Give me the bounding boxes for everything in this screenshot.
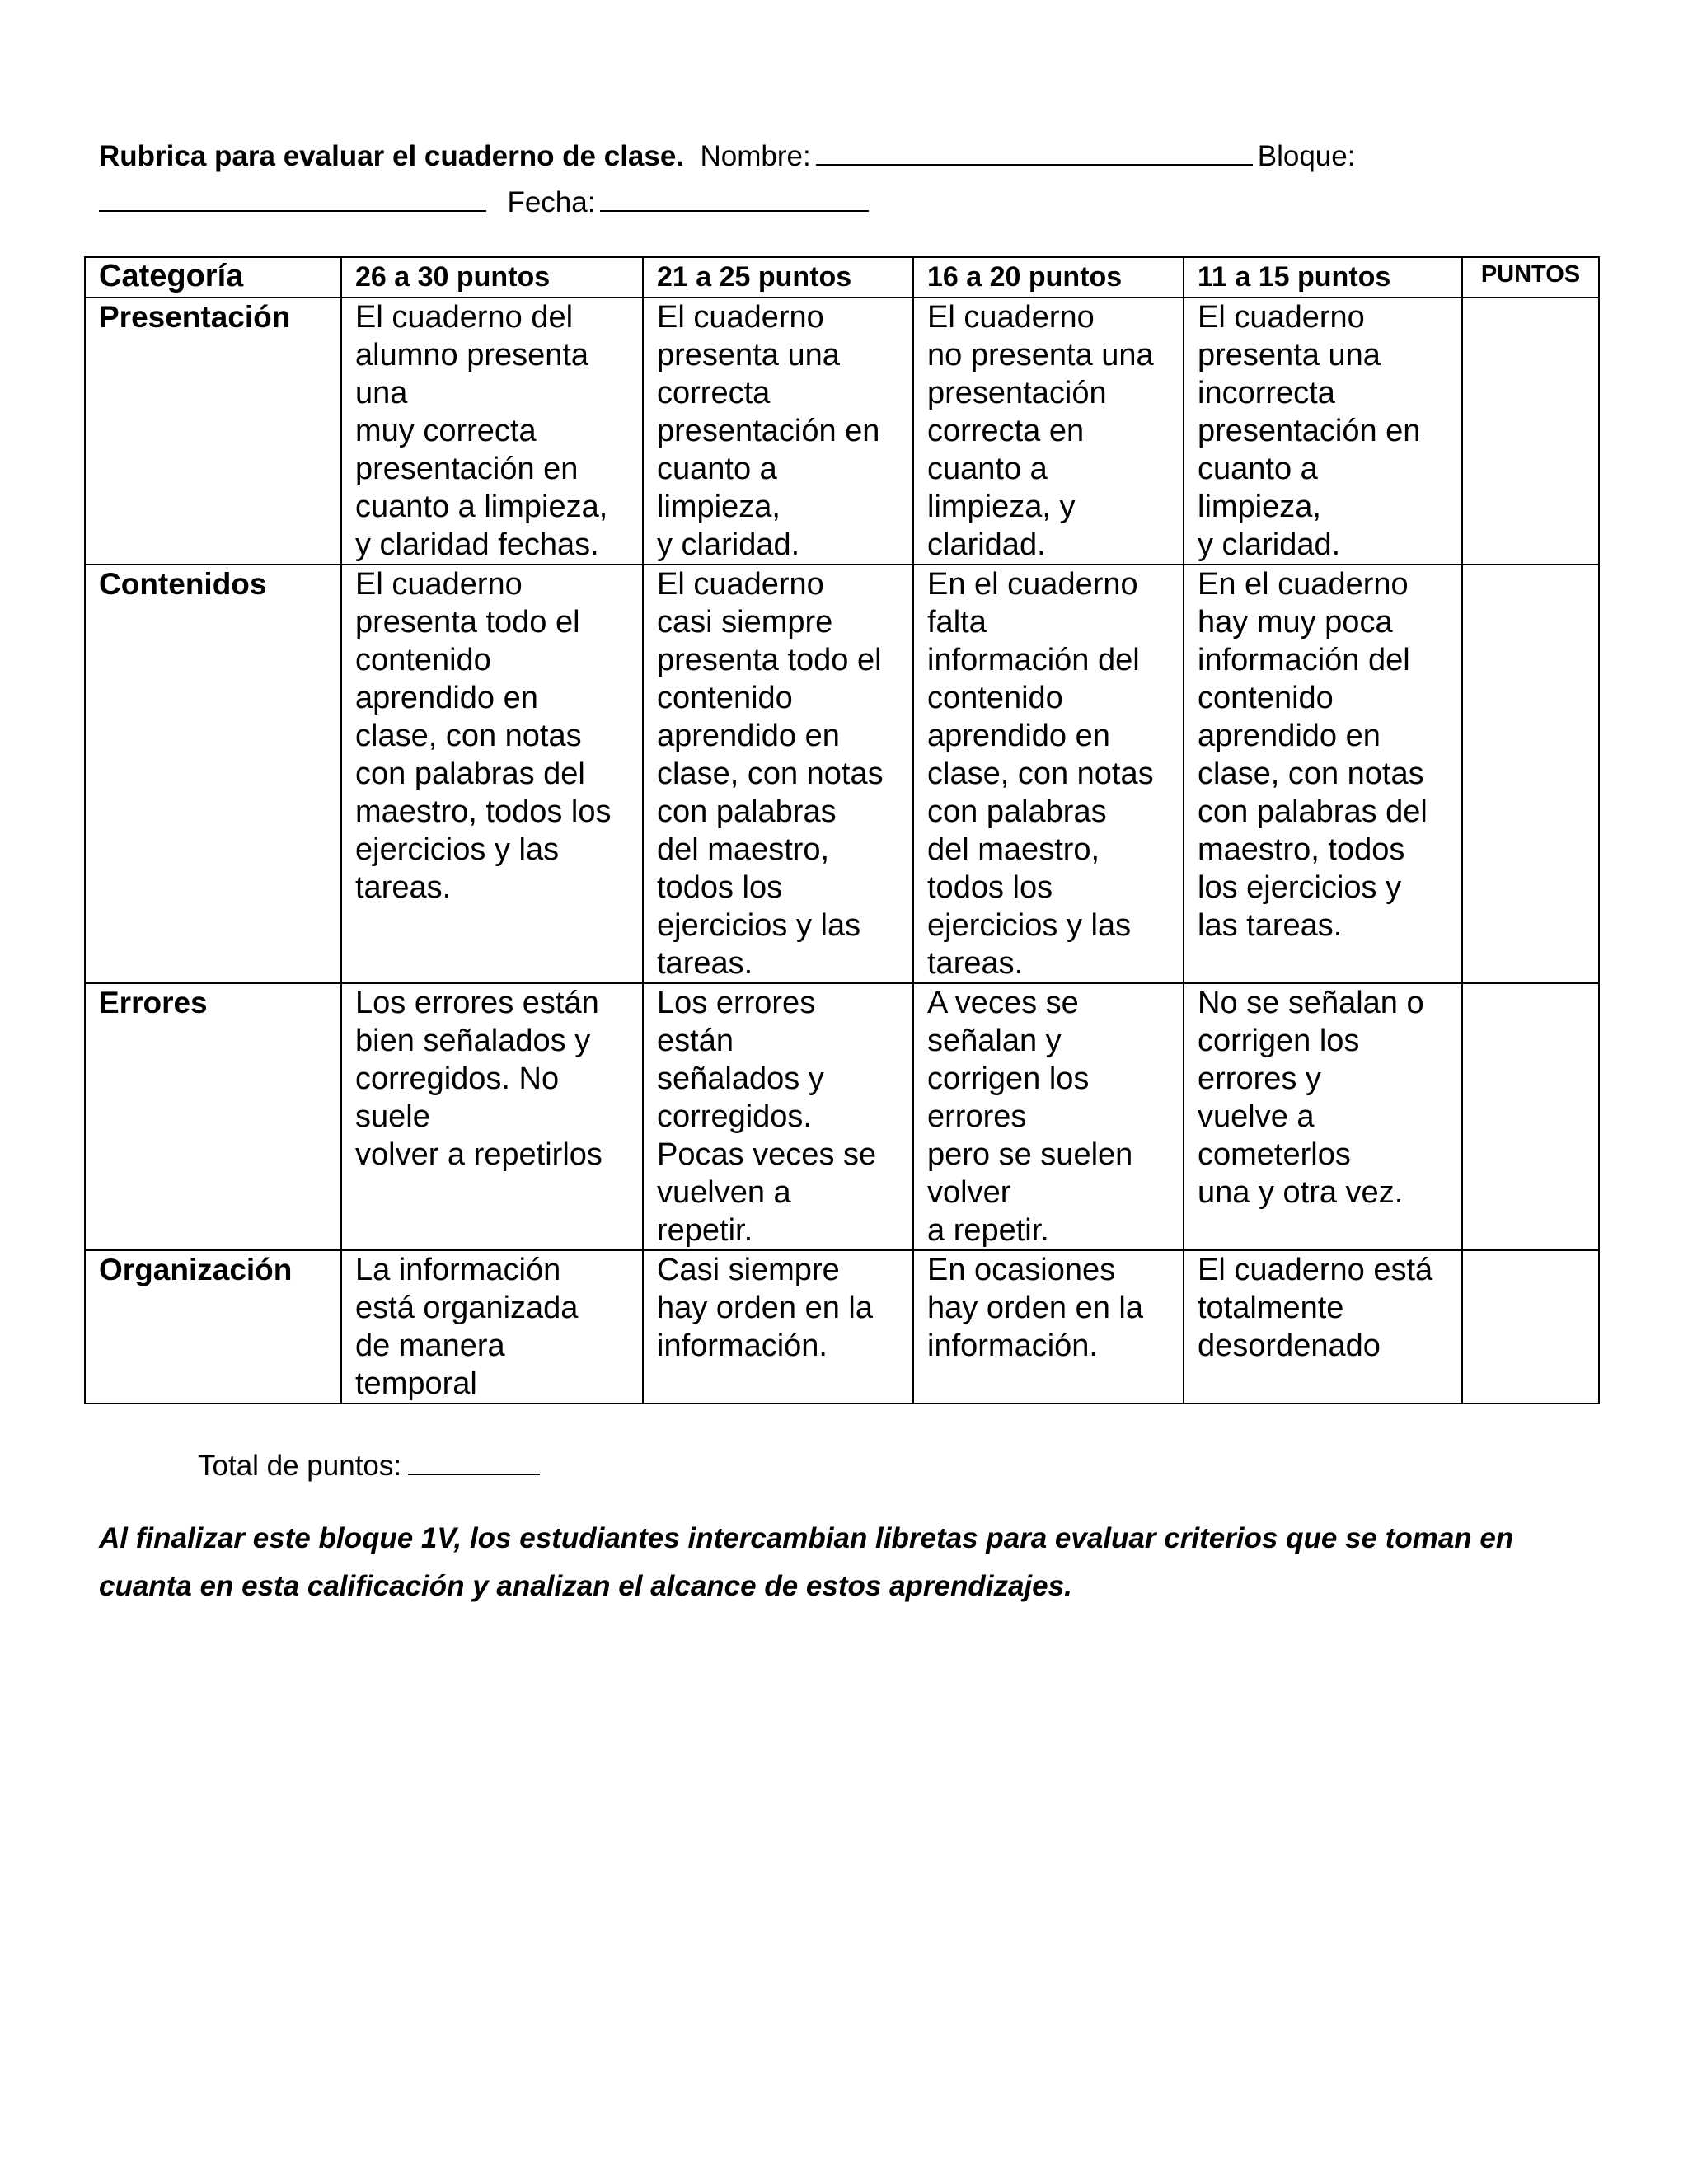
column-header-26-30: 26 a 30 puntos [341,257,643,298]
criteria-cell: El cuaderno presenta una correcta presentación en cuanto a limpieza, y claridad. [643,298,913,565]
fecha-field[interactable] [600,180,869,212]
nombre-label: Nombre: [700,140,811,172]
column-header-categoria: Categoría [85,257,341,298]
rubric-table [84,256,1600,1404]
nombre-field[interactable] [816,134,1253,166]
column-header-11-15: 11 a 15 puntos [1184,257,1462,298]
criteria-cell: No se señalan o corrigen los errores y vuelve a cometerlos una y otra vez. [1184,983,1462,1250]
total-points [198,1444,540,1486]
puntos-cell[interactable] [1462,1250,1599,1404]
criteria-cell: El cuaderno casi siempre presenta todo el contenido aprendido en clase, con notas con palabras del maestro, todos los ejercicios y las tareas. [643,565,913,983]
criteria-cell: El cuaderno presenta todo el contenido aprendido en clase, con notas con palabras del maestro, todos los ejercicios y las tareas. [341,565,643,983]
criteria-cell: En el cuaderno hay muy poca información del contenido aprendido en clase, con notas con palabras del maestro, todos los ejercicios y las tareas. [1184,565,1462,983]
criteria-cell: En ocasiones hay orden en la información. [913,1250,1184,1404]
criteria-cell: Los errores están señalados y corregidos. Pocas veces se vuelven a repetir. [643,983,913,1250]
criteria-cell: Los errores están bien señalados y corregidos. No suele volver a repetirlos [341,983,643,1250]
category-contenidos: Contenidos [85,565,341,983]
fecha-label: Fecha: [507,186,596,218]
bloque-field[interactable] [99,180,486,212]
table-row [85,983,1599,1250]
category-presentacion: Presentación [85,298,341,565]
criteria-cell: El cuaderno está totalmente desordenado [1184,1250,1462,1404]
header-row [85,257,1599,298]
document-header [99,134,1599,226]
table-row [85,298,1599,565]
criteria-cell: A veces se señalan y corrigen los errores pero se suelen volver a repetir. [913,983,1184,1250]
column-header-21-25: 21 a 25 puntos [643,257,913,298]
table-row [85,1250,1599,1404]
criteria-cell: Casi siempre hay orden en la información. [643,1250,913,1404]
puntos-cell[interactable] [1462,983,1599,1250]
category-organizacion: Organización [85,1250,341,1404]
puntos-cell[interactable] [1462,298,1599,565]
closing-note: Al finalizar este bloque 1V, los estudiantes intercambian libretas para evaluar criterios que se toman en cuanta en esta calificación y analizan el alcance de estos aprendizajes. [99,1522,1514,1602]
total-points-field[interactable] [408,1444,540,1475]
criteria-cell: El cuaderno no presenta una presentación correcta en cuanto a limpieza, y claridad. [913,298,1184,565]
document-title: Rubrica para evaluar el cuaderno de clase. [99,140,685,172]
total-points-label: Total de puntos: [198,1450,402,1482]
criteria-cell: En el cuaderno falta información del contenido aprendido en clase, con notas con palabras del maestro, todos los ejercicios y las tareas. [913,565,1184,983]
criteria-cell: El cuaderno presenta una incorrecta presentación en cuanto a limpieza, y claridad. [1184,298,1462,565]
column-header-16-20: 16 a 20 puntos [913,257,1184,298]
category-errores: Errores [85,983,341,1250]
bloque-label: Bloque: [1257,140,1356,172]
criteria-cell: El cuaderno del alumno presenta una muy correcta presentación en cuanto a limpieza, y claridad fechas. [341,298,643,565]
table-row [85,565,1599,983]
criteria-cell: La información está organizada de manera temporal [341,1250,643,1404]
column-header-puntos: PUNTOS [1462,257,1599,298]
puntos-cell[interactable] [1462,565,1599,983]
